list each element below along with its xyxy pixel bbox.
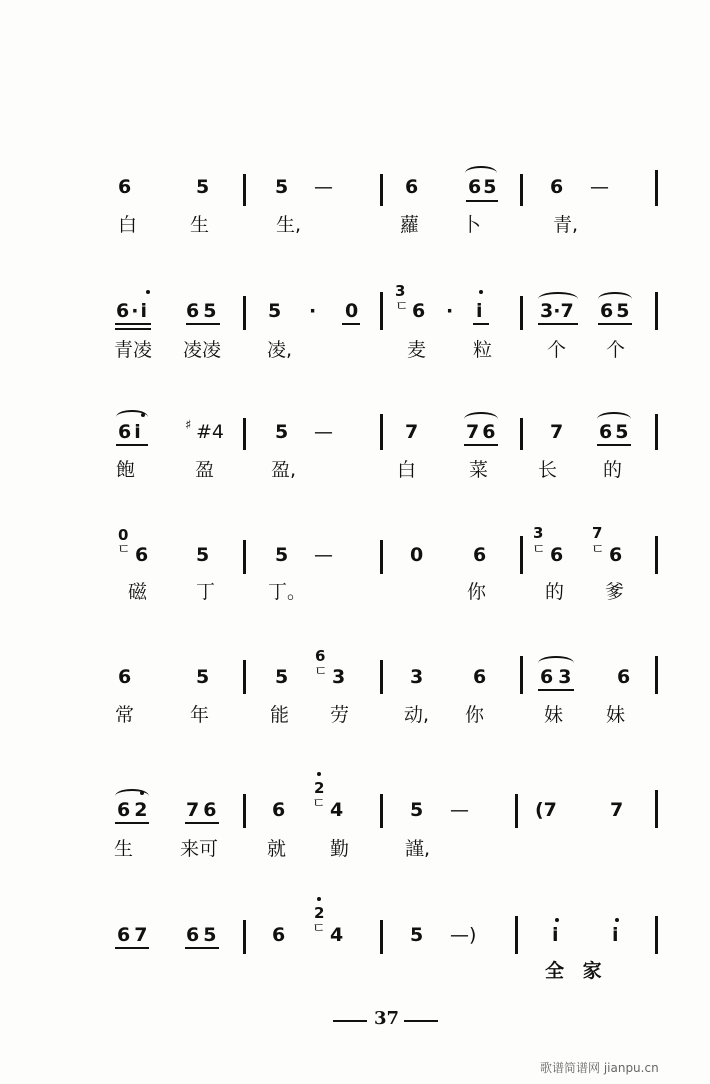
note: 6 — [617, 666, 631, 688]
note: 65 — [186, 300, 221, 322]
bar-line — [655, 414, 658, 450]
bar-line — [520, 296, 523, 330]
watermark: 歌谱简谱网 jianpu.cn — [540, 1061, 659, 1075]
note: 5 — [275, 421, 289, 443]
grace-mark: ㄷ — [591, 542, 605, 558]
underline — [116, 444, 148, 446]
note: 6 — [405, 176, 419, 198]
note: 3 — [332, 666, 346, 688]
grace-note: 7 — [592, 524, 603, 542]
grace-note: 6 — [315, 647, 326, 665]
high-octave-dot — [555, 918, 559, 922]
note: 6 — [118, 176, 132, 198]
lyric: 生 — [190, 214, 210, 236]
lyric: 麦 — [407, 339, 427, 361]
bar-line — [515, 916, 518, 954]
grace-note: 3 — [533, 524, 544, 542]
note: i — [612, 924, 619, 946]
high-octave-dot — [317, 897, 321, 901]
note: i — [552, 924, 559, 946]
high-octave-dot — [146, 290, 150, 294]
lyric: 丁 — [196, 581, 216, 603]
high-octave-dot — [317, 772, 321, 776]
underline — [115, 328, 151, 330]
bar-line — [380, 174, 383, 206]
note: 6 — [550, 544, 564, 566]
lyric: 生 — [114, 838, 134, 860]
lyric: 蘿 — [400, 214, 420, 236]
note: 6 — [412, 300, 426, 322]
lyric: 全 家 — [545, 960, 608, 982]
note: 6 — [135, 544, 149, 566]
lyric: 常 — [115, 704, 135, 726]
grace-mark: ㄷ — [395, 299, 409, 315]
dot-note: · — [446, 300, 454, 322]
page-number-rule-right — [404, 1020, 438, 1022]
bar-line — [243, 794, 246, 828]
lyric: 妹 — [544, 704, 564, 726]
underline — [115, 947, 149, 949]
lyric: 你 — [465, 704, 485, 726]
note: 63 — [540, 666, 577, 688]
lyric: 謹, — [405, 838, 431, 860]
bar-line — [243, 540, 246, 574]
bar-line — [380, 414, 383, 450]
grace-note: 0 — [118, 526, 129, 544]
note: 5 — [196, 176, 210, 198]
note: 6 — [118, 666, 132, 688]
lyric: 飽 — [116, 459, 136, 481]
lyric: 个 — [547, 339, 567, 361]
lyric: 动, — [404, 704, 430, 726]
bar-line — [515, 794, 518, 828]
bar-line — [655, 170, 658, 206]
bar-line — [520, 656, 523, 694]
note: 3·7 — [540, 300, 574, 322]
note: 65 — [600, 300, 633, 322]
note: 4 — [330, 924, 344, 946]
grace-note: 2 — [314, 904, 325, 922]
dash: — — [590, 176, 609, 198]
dash: — — [314, 421, 333, 443]
note: 62 — [117, 799, 152, 821]
bar-line — [243, 296, 246, 330]
bar-line — [380, 920, 383, 954]
lyric: 的 — [603, 459, 623, 481]
underline — [473, 323, 489, 325]
note: 5 — [196, 544, 210, 566]
note: 67 — [117, 924, 152, 946]
lyric: 爹 — [605, 581, 625, 603]
page-number-rule-left — [333, 1020, 367, 1022]
lyric: 能 — [270, 704, 290, 726]
lyric: 丁。 — [268, 581, 307, 603]
note: 7 — [610, 799, 624, 821]
grace-mark: ㄷ — [312, 921, 326, 937]
bar-line — [380, 292, 383, 330]
grace-note: 2 — [314, 779, 325, 797]
bar-line — [520, 174, 523, 206]
note: 5 — [275, 666, 289, 688]
note: 76 — [186, 799, 221, 821]
underline — [598, 323, 632, 325]
bar-line — [655, 536, 658, 574]
lyric: 磁 — [128, 581, 148, 603]
note: 0 — [345, 300, 359, 322]
note: 5 — [410, 799, 424, 821]
lyric: 生, — [276, 214, 302, 236]
grace-mark: ㄷ — [312, 796, 326, 812]
note: 5 — [196, 666, 210, 688]
lyric: 卜 — [462, 214, 482, 236]
lyric: 盈 — [195, 459, 215, 481]
sharp: ♯ — [185, 418, 192, 433]
note: 6·i — [116, 300, 149, 322]
lyric: 的 — [545, 581, 565, 603]
underline — [115, 822, 149, 824]
bar-line — [243, 174, 246, 206]
dash: —) — [450, 924, 477, 946]
note: 65 — [468, 176, 499, 198]
bar-line — [520, 418, 523, 450]
note: 6i — [118, 421, 144, 443]
note: 0 — [410, 544, 424, 566]
underline — [466, 200, 498, 202]
bar-line — [243, 418, 246, 450]
underline — [186, 323, 220, 325]
note: 6 — [272, 924, 286, 946]
grace-mark: ㄷ — [117, 542, 131, 558]
bar-line — [380, 540, 383, 574]
note: 5 — [268, 300, 282, 322]
bar-line — [655, 916, 658, 954]
note: 4 — [330, 799, 344, 821]
lyric: 年 — [190, 704, 210, 726]
lyric: 凌, — [267, 339, 293, 361]
dot-note: · — [309, 300, 317, 322]
grace-note: 3 — [395, 282, 406, 300]
high-octave-dot — [140, 791, 144, 795]
underline — [115, 323, 151, 325]
bar-line — [243, 920, 246, 954]
dash: — — [314, 176, 333, 198]
lyric: 菜 — [469, 459, 489, 481]
note: 65 — [186, 924, 221, 946]
high-octave-dot — [141, 413, 145, 417]
note: #4 — [196, 421, 225, 443]
lyric: 个 — [606, 339, 626, 361]
lyric: 青, — [553, 214, 579, 236]
note: 6 — [473, 666, 487, 688]
note: 6 — [272, 799, 286, 821]
underline — [464, 444, 498, 446]
note: 5 — [275, 176, 289, 198]
lyric: 来可 — [180, 838, 219, 860]
lyric: 劳 — [330, 704, 350, 726]
note: 76 — [466, 421, 499, 443]
note: 7 — [550, 421, 564, 443]
note: 7 — [405, 421, 419, 443]
lyric: 粒 — [473, 339, 493, 361]
bar-line — [243, 660, 246, 694]
grace-mark: ㄷ — [532, 542, 546, 558]
lyric: 勤 — [330, 838, 350, 860]
note: 6 — [609, 544, 623, 566]
bar-line — [655, 656, 658, 694]
lyric: 妹 — [606, 704, 626, 726]
dash: — — [314, 544, 333, 566]
note: i — [476, 300, 483, 322]
lyric: 就 — [267, 838, 287, 860]
underline — [185, 947, 219, 949]
bar-line — [380, 794, 383, 828]
dash: — — [450, 799, 469, 821]
underline — [538, 323, 578, 325]
grace-mark: ㄷ — [314, 664, 328, 680]
bar-line — [520, 536, 523, 574]
note: 65 — [599, 421, 632, 443]
lyric: 长 — [538, 459, 558, 481]
lyric: 凌凌 — [183, 339, 222, 361]
note: 6 — [473, 544, 487, 566]
underline — [597, 444, 631, 446]
high-octave-dot — [479, 290, 483, 294]
bar-line — [380, 660, 383, 694]
bar-line — [655, 790, 658, 828]
lyric: 青凌 — [114, 339, 153, 361]
lyric: 白 — [118, 214, 138, 236]
bar-line — [655, 292, 658, 330]
underline — [342, 323, 360, 325]
underline — [185, 822, 219, 824]
page-number: 37 — [374, 1008, 400, 1029]
note: 3 — [410, 666, 424, 688]
lyric: 你 — [467, 581, 487, 603]
high-octave-dot — [615, 918, 619, 922]
lyric: 盈, — [271, 459, 297, 481]
lyric: 白 — [397, 459, 417, 481]
note: 6 — [550, 176, 564, 198]
underline — [538, 689, 574, 691]
note: (7 — [535, 799, 557, 821]
note: 5 — [275, 544, 289, 566]
note: 5 — [410, 924, 424, 946]
